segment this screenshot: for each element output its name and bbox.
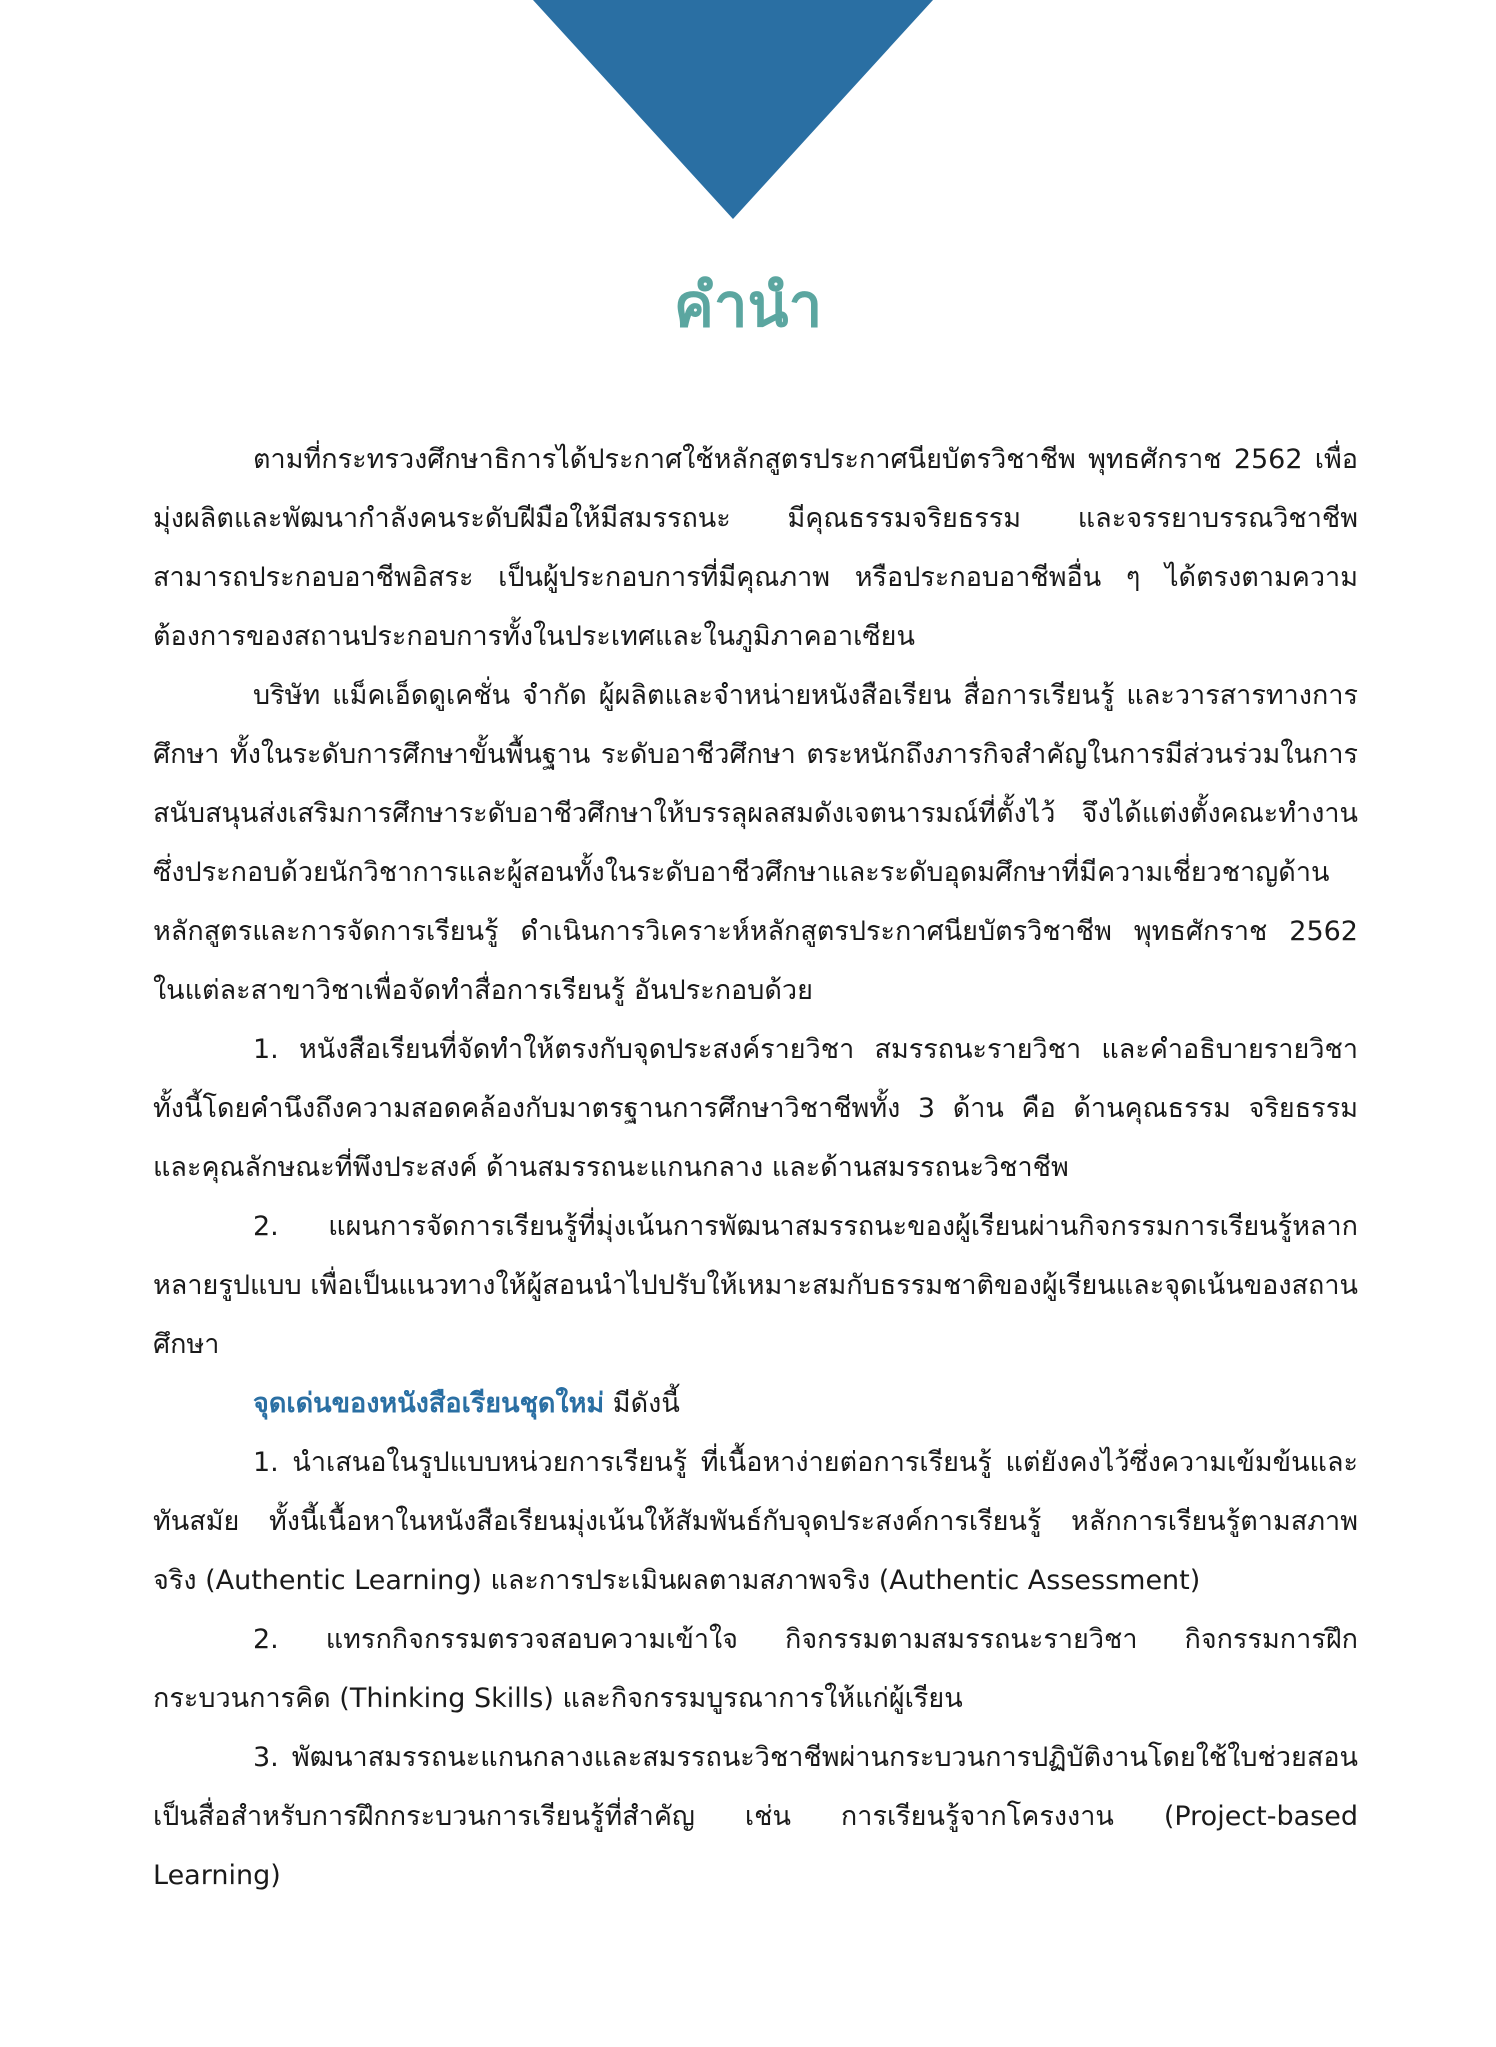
foreword-body (153, 430, 1358, 1905)
highlights-heading-accent: จุดเด่นของหนังสือเรียนชุดใหม่ (253, 1388, 605, 1419)
highlight-item: 2. แทรกกิจกรรมตรวจสอบความเข้าใจ กิจกรรมตามสมรรถนะรายวิชา กิจกรรมการฝึกกระบวนการคิด (Thinking Skills) และกิจกรรมบูรณาการให้แก่ผู้เรียน (153, 1624, 1358, 1714)
paragraph-company: บริษัท แม็คเอ็ดดูเคชั่น จำกัด ผู้ผลิตและจำหน่ายหนังสือเรียน สื่อการเรียนรู้ และวารสารทางการศึกษา ทั้งในระดับการศึกษาขั้นพื้นฐาน ระดับอาชีวศึกษา ตระหนักถึงภารกิจสำคัญในการมีส่วนร่วมในการสนับสนุนส่งเสริมการศึกษาระดับอาชีวศึกษาให้บรรลุผลสมดังเจตนารมณ์ที่ตั้งไว้ จึงได้แต่งตั้งคณะทำงานซึ่งประกอบด้วยนักวิชาการและผู้สอนทั้งในระดับอาชีวศึกษาและระดับอุดมศึกษาที่มีความเชี่ยวชาญด้านหลักสูตรและการจัดการเรียนรู้ ดำเนินการวิเคราะห์หลักสูตรประกาศนียบัตรวิชาชีพ พุทธศักราช 2562 ในแต่ละสาขาวิชาเพื่อจัดทำสื่อการเรียนรู้ อันประกอบด้วย (153, 680, 1358, 1006)
highlight-item: 1. นำเสนอในรูปแบบหน่วยการเรียนรู้ ที่เนื้อหาง่ายต่อการเรียนรู้ แต่ยังคงไว้ซึ่งความเข้มข้นและทันสมัย ทั้งนี้เนื้อหาในหนังสือเรียนมุ่งเน้นให้สัมพันธ์กับจุดประสงค์การเรียนรู้ หลักการเรียนรู้ตามสภาพจริง (Authentic Learning) และการประเมินผลตามสภาพจริง (Authentic Assessment) (153, 1447, 1358, 1596)
page-title: คำนำ (673, 271, 823, 341)
top-triangle-decoration (533, 0, 933, 219)
paragraph-item-lesson-plan: 2. แผนการจัดการเรียนรู้ที่มุ่งเน้นการพัฒนาสมรรถนะของผู้เรียนผ่านกิจกรรมการเรียนรู้หลากหลายรูปแบบ เพื่อเป็นแนวทางให้ผู้สอนนำไปปรับให้เหมาะสมกับธรรมชาติของผู้เรียนและจุดเน้นของสถานศึกษา (153, 1211, 1358, 1360)
highlight-item: 3. พัฒนาสมรรถนะแกนกลางและสมรรถนะวิชาชีพผ่านกระบวนการปฏิบัติงานโดยใช้ใบช่วยสอนเป็นสื่อสำหรับการฝึกกระบวนการเรียนรู้ที่สำคัญ เช่น การเรียนรู้จากโครงงาน (Project-based Learning) (153, 1742, 1358, 1891)
highlights-heading (153, 1374, 1358, 1433)
highlights-heading-rest: มีดังนี้ (604, 1388, 680, 1419)
paragraph-item-textbook: 1. หนังสือเรียนที่จัดทำให้ตรงกับจุดประสงค์รายวิชา สมรรถนะรายวิชา และคำอธิบายรายวิชา ทั้งนี้โดยคำนึงถึงความสอดคล้องกับมาตรฐานการศึกษาวิชาชีพทั้ง 3 ด้าน คือ ด้านคุณธรรม จริยธรรมและคุณลักษณะที่พึงประสงค์ ด้านสมรรถนะแกนกลาง และด้านสมรรถนะวิชาชีพ (153, 1034, 1358, 1183)
paragraph-intro: ตามที่กระทรวงศึกษาธิการได้ประกาศใช้หลักสูตรประกาศนียบัตรวิชาชีพ พุทธศักราช 2562 เพื่อมุ่งผลิตและพัฒนากำลังคนระดับฝีมือให้มีสมรรถนะ มีคุณธรรมจริยธรรม และจรรยาบรรณวิชาชีพ สามารถประกอบอาชีพอิสระ เป็นผู้ประกอบการที่มีคุณภาพ หรือประกอบอาชีพอื่น ๆ ได้ตรงตามความต้องการของสถานประกอบการทั้งในประเทศและในภูมิภาคอาเซียน (153, 444, 1358, 652)
